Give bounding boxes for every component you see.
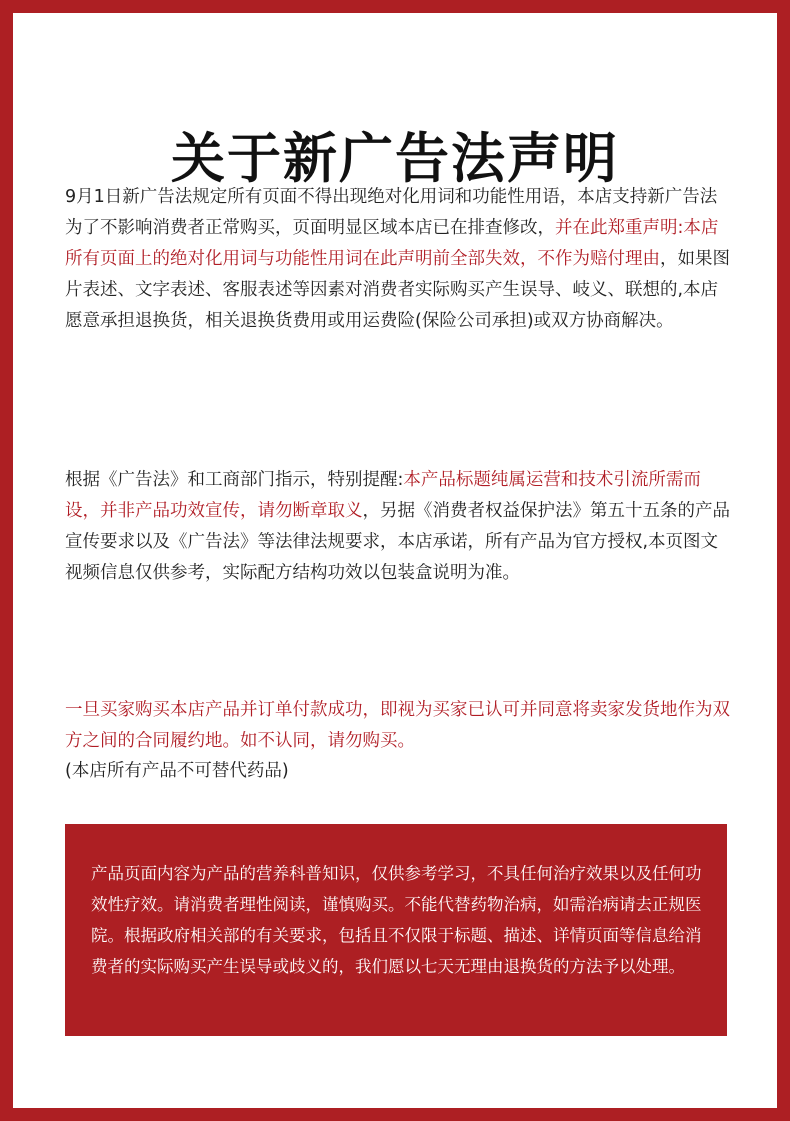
ad-law-highlight: 本产品标题纯属运营和技术引流所需而设，并非产品功效宣传，请勿断章取义 bbox=[65, 470, 701, 521]
disclaimer-box bbox=[65, 824, 727, 1036]
statement-text-1: 9月1日新广告法规定所有页面不得出现绝对化用词和功能性用语，本店支持新广告法为了不影响消费者正常购买，页面明显区域本店已在排查修改， bbox=[65, 187, 718, 238]
purchase-terms-highlight: 一旦买家购买本店产品并订单付款成功，即视为买家已认可并同意将卖家发货地作为双方之间的合同履约地。如不认同，请勿购买。 bbox=[65, 700, 730, 751]
page-title: 关于新广告法声明 bbox=[171, 127, 619, 191]
statement-text-2: ，如果图片表述、文字表述、客服表述等因素对消费者实际购买产生误导、岐义、联想的,本店愿意承担退换货，相关退换货费用或用运费险(保险公司承担)或双方协商解决。 bbox=[65, 249, 730, 331]
disclaimer-text: 产品页面内容为产品的营养科普知识，仅供参考学习，不具任何治疗效果以及任何功效性疗效。请消费者理性阅读，谨慎购买。不能代替药物治病，如需治病请去正规医院。根据政府相关部的有关要求，包括且不仅限于标题、描述、详情页面等信息给消费者的实际购买产生误导或歧义的，我们愿以七天无理由退换货的方法予以处理。 bbox=[91, 864, 702, 976]
ad-law-text-2: ，另据《消费者权益保护法》第五十五条的产品宣传要求以及《广告法》等法律法规要求，本店承诺，所有产品为官方授权,本页图文视频信息仅供参考，实际配方结构功效以包装盒说明为准。 bbox=[65, 501, 730, 583]
statement-paragraph bbox=[65, 182, 733, 337]
ad-law-text-1: 根据《广告法》和工商部门指示，特别提醒: bbox=[65, 470, 404, 490]
purchase-terms-paragraph bbox=[65, 695, 733, 757]
ad-law-paragraph bbox=[65, 465, 733, 589]
not-medicine-note: (本店所有产品不可替代药品) bbox=[65, 761, 289, 781]
statement-highlight: 并在此郑重声明:本店所有页面上的绝对化用词与功能性用词在此声明前全部失效，不作为赔付理由 bbox=[65, 218, 719, 269]
